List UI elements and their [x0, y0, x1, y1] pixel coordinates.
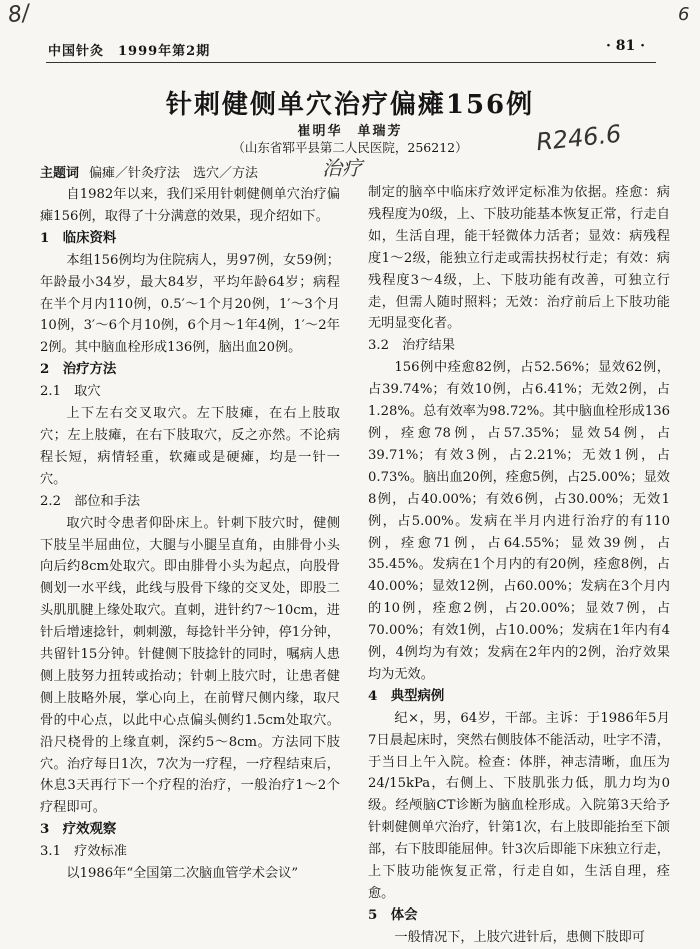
keywords-label: 主题词: [40, 166, 80, 181]
page-number: · 81 ·: [606, 38, 645, 54]
handwritten-top-right-mark: 6: [678, 4, 690, 25]
body-paragraph: 一般情况下，上肢穴进针后，患侧下肢即可: [394, 929, 645, 945]
header-rule: [46, 62, 656, 63]
body-paragraph: 以1986年“全国第二次脑血管学术会议”: [66, 866, 299, 882]
body-paragraph: 本组156例均为住院病人，男97例，女59例；年龄最小34岁，最大84岁，平均年龄64岁；病程在半个月内110例，0.5′～1个月20例，1′～3个月10例，3′～6个月10例，6个月～1年4例，1′～2年2例。其中脑血栓形成136例，脑出血20例。: [40, 252, 340, 356]
section-heading: 3 疗效观察: [40, 821, 117, 838]
keywords-text: 偏瘫／针灸疗法 选穴／方法: [89, 166, 259, 181]
body-paragraph: 156例中痊愈82例，占52.56%；显效62例，占39.74%；有效10例，占6.41%；无效2例，占1.28%。总有效率为98.72%。其中脑血栓形成136例，痊愈78例，占57.35%；显效54例，占39.71%；有效3例，占2.21%；无效1例，占0.73%。脑出血20例，痊愈5例，占25.00%；显效8例，占40.00%；有效6例，占30.00%；无效1例，占5.00%。发病在半月内进行治疗的有110例，痊愈71例，占64.55%；显效39例，占35.45%。发病在1个月内的有20例，痊愈8例，占40.00%；显效12例，占60.00%；发病在3个月内的10例，痊愈2例，占20.00%；显效7例，占70.00%；有效1例，占10.00%；发病在1年内有4例，4例均为有效；发病在2年内的2例，治疗效果均为无效。: [368, 360, 670, 682]
body-paragraph: 取穴时令患者仰卧床上。针刺下肢穴时，健侧下肢呈半屈曲位，大腿与小腿呈直角，由腓骨小头向后约8cm处取穴。即由腓骨小头为起点，向股骨侧划一水平线，此线与股骨下缘的交叉处，即股二头肌肌腱上缘处取穴。直刺，进针约7～10cm，进针后增速捻针，刺刺激，每捻针半分钟，停1分钟，共留针15分钟。针健侧下肢捻针的同时，嘱病人患侧上肢努力扭转或抬动；针刺上肢穴时，让患者健侧上肢略外展，掌心向上，在前臂尺侧内缘，取尺骨的中心点，以此中心点偏头侧约1.5cm处取穴。沿尺桡骨的上缘直刺，深约5～8cm。方法同下肢穴。治疗每日1次，7次为一疗程，一疗程结束后，休息3天再行下一个疗程的治疗，一般治疗1～2个疗程即可。: [40, 515, 340, 816]
handwritten-corner-note: 8/: [6, 0, 32, 29]
section-heading: 1 临床资料: [40, 229, 117, 246]
body-paragraph: 自1982年以来，我们采用针刺健侧单穴治疗偏瘫156例，取得了十分满意的效果，现介绍如下。: [40, 187, 340, 224]
body-paragraph: 纪×，男，64岁，干部。主诉：于1986年5月7日晨起床时，突然右侧肢体不能活动，吐字不清，于当日上午入院。检查：体胖，神志清晰，血压为24/15kPa，右侧上、下肢肌张力低，肌力均为0级。经颅脑CT诊断为脑血栓形成。入院第3天给予针刺健侧单穴治疗，针第1次，右上肢即能抬至下颌部，右下肢即能屈伸。针3次后即能下床独立行走，上下肢功能恢复正常，行走自如，生活自理，痊愈。: [368, 710, 670, 901]
section-heading: 5 体会: [368, 906, 418, 923]
article-affiliation: （山东省郓平县第二人民医院，256212）: [232, 140, 468, 155]
subsection-heading: 2.1 取穴: [40, 384, 101, 400]
left-column: [40, 184, 340, 885]
handwritten-keyword-note: 治疗: [322, 156, 362, 180]
section-heading: 2 治疗方法: [40, 361, 117, 378]
subsection-heading: 2.2 部位和手法: [40, 493, 141, 509]
article-authors: 崔明华 单瑞芳: [297, 124, 403, 139]
handwritten-classification-note: R246.6: [534, 119, 623, 157]
article-title: 针刺健侧单穴治疗偏瘫156例: [165, 90, 535, 120]
journal-header: 中国针灸 1999年第2期: [48, 44, 211, 59]
subsection-heading: 3.2 治疗结果: [368, 338, 455, 354]
right-column: [368, 182, 670, 949]
subsection-heading: 3.1 疗效标准: [40, 844, 127, 860]
section-heading: 4 典型病例: [368, 687, 445, 704]
body-paragraph: 上下左右交叉取穴。左下肢瘫，在右上肢取穴；左上肢瘫，在右下肢取穴，反之亦然。不论病程长短，病情轻重，软瘫或是硬瘫，均是一针一穴。: [40, 406, 340, 487]
body-paragraph: 制定的脑卒中临床疗效评定标准为依据。痊愈：病残程度为0级，上、下肢功能基本恢复正常，行走自如，生活自理，能干轻微体力活者；显效：病残程度1～2级，能独立行走或需扶拐杖行走；有效：病残程度3～4级，上、下肢功能有改善，可独立行走，但需人随时照料；无效：治疗前后上下肢功能无明显变化者。: [368, 185, 670, 332]
keywords-line: [40, 162, 340, 181]
